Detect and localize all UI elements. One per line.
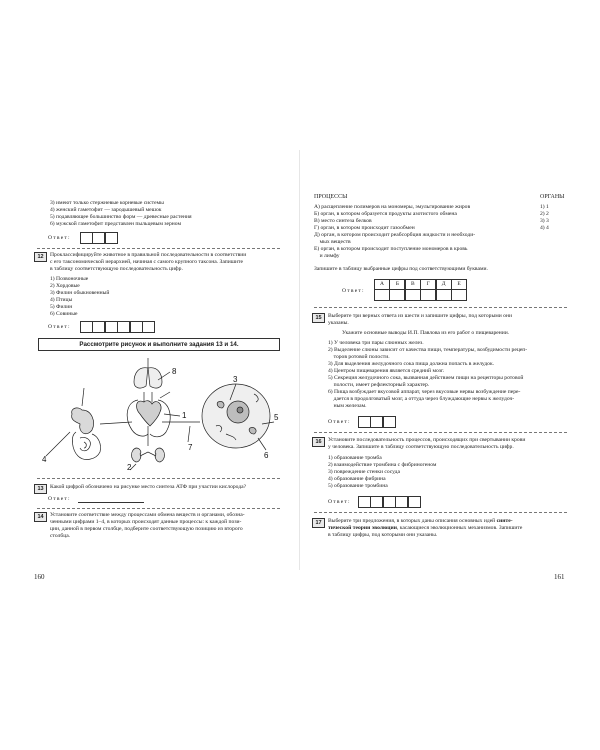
list-item: 5) Секреция желудочного сока, вызванная действием пищи на рецепторы ротовой	[328, 375, 524, 381]
list-item: 1) 1	[540, 204, 549, 210]
figure-label: 6	[264, 451, 269, 460]
section-banner: Рассмотрите рисунок и выполните задания 13 и 14.	[38, 338, 280, 351]
question-text: тической теории эволюции, касающиеся эволюционных механизмов. Запишите	[328, 525, 523, 531]
answer-cells[interactable]	[358, 416, 395, 428]
question-text: столбца.	[50, 533, 71, 539]
answer-cells[interactable]	[358, 496, 420, 508]
list-item: Д) орган, в котором происходит реабсорбция жидкости и необходи-	[314, 232, 476, 238]
list-item: 3) повреждение стенки сосуда	[328, 469, 400, 475]
list-item: Е) орган, в котором происходит поступление мономеров в кровь	[314, 246, 468, 252]
answer-table[interactable]	[374, 279, 466, 301]
question-text: у человека. Запишите в таблицу соответствующую последовательность цифр.	[328, 444, 514, 450]
question-number: 16	[312, 437, 325, 447]
table-header: Д	[437, 280, 451, 290]
table-header: А	[375, 280, 389, 290]
list-item: 6) Пища возбуждает вкусовой аппарат, через вкусовые нервы возбуждение пере-	[328, 389, 521, 395]
right-page	[300, 0, 600, 750]
question-number: 14	[34, 512, 47, 522]
page-number: 161	[554, 573, 565, 581]
list-item: 1) образование тромба	[328, 455, 382, 461]
answer-label: Ответ:	[328, 419, 351, 425]
list-item: мых веществ	[314, 239, 351, 245]
figure-label: 2	[127, 463, 132, 472]
list-item: 2) Хордовые	[50, 283, 80, 289]
list-item: 5) образование тромбина	[328, 483, 388, 489]
list-item: 1) Позвоночные	[50, 276, 89, 282]
table-header: Г	[421, 280, 435, 290]
list-item: 4) Птицы	[50, 297, 73, 303]
list-item: А) расщепление полимеров на мономеры, эмульгирование жиров	[314, 204, 471, 210]
question-text: в таблицу цифры, под которыми они указаны.	[328, 532, 438, 538]
answer-line[interactable]	[78, 502, 144, 503]
list-item: 2) взаимодействие тромбина с фибриногеном	[328, 462, 437, 468]
list-item: В) место синтеза белков	[314, 218, 372, 224]
list-item: 4) образование фибрина	[328, 476, 386, 482]
list-item: торов ротовой полости.	[328, 354, 390, 360]
list-item: 1) У человека три пары слюнных желез.	[328, 340, 424, 346]
question-text: Установите последовательность процессов, происходящих при свертывании крови	[328, 437, 526, 443]
table-header: Е	[452, 280, 466, 290]
question-text: Выберите три верных ответа из шести и запишите цифры, под которыми они	[328, 313, 512, 319]
list-item: 2) 2	[540, 211, 549, 217]
figure-label: 3	[233, 375, 238, 384]
question-text: в таблицу соответствующую последовательность цифр.	[50, 266, 183, 272]
question-text: Выберите три предложения, в которых даны описания основных идей синте-	[328, 518, 513, 524]
list-item: 3) Филин обыкновенный	[50, 290, 110, 296]
list-item: 4) женский гаметофит — зародышевый мешок	[50, 207, 162, 213]
column-header: ПРОЦЕССЫ	[314, 194, 348, 200]
table-header: В	[406, 280, 420, 290]
page-number: 160	[34, 573, 45, 581]
list-item: 4) 4	[540, 225, 549, 231]
question-number: 15	[312, 313, 325, 323]
answer-cells[interactable]	[80, 321, 154, 333]
answer-label: Ответ:	[48, 324, 71, 330]
list-item: 5) Филин	[50, 304, 73, 310]
question-number: 17	[312, 518, 325, 528]
list-item: 6) мужской гаметофит представлен пыльцевым зерном	[50, 221, 181, 227]
question-number: 12	[34, 252, 47, 262]
answer-label: Ответ:	[342, 288, 365, 294]
figure-label: 8	[172, 367, 177, 376]
list-item: полости, имеет рефлекторный характер.	[328, 382, 430, 388]
question-intro: Укажите основные выводы И.П. Павлова из его работ о пищеварении.	[342, 330, 510, 336]
figure-label: 1	[182, 411, 187, 420]
list-item: 6) Совиные	[50, 311, 78, 317]
divider	[314, 512, 567, 513]
list-item: 2) Выделение слюны зависит от качества пищи, температуры, возбудимости рецеп-	[328, 347, 528, 353]
list-item: 3) имеют только стержневые корневые системы	[50, 200, 164, 206]
column-header: ОРГАНЫ	[540, 194, 565, 200]
figure-label: 4	[42, 455, 47, 464]
figure-label: 5	[274, 413, 279, 422]
question-text: Проклассифицируйте животное в правильной последовательности в соответствии	[50, 252, 247, 258]
divider	[37, 478, 280, 479]
list-item: 3) Для выделения желудочного сока пища должна попасть в желудок.	[328, 361, 495, 367]
answer-label: Ответ:	[328, 499, 351, 505]
divider	[314, 432, 567, 433]
question-text: Установите соответствие между процессами обмена веществ и органами, обозна-	[50, 512, 245, 518]
table-header: Б	[390, 280, 404, 290]
question-text: ции, данной в первом столбце, подберите соответствующую позицию из второго	[50, 526, 243, 532]
answer-label: Ответ:	[48, 496, 71, 502]
list-item: Б) орган, в котором образуется продукты азотистого обмена	[314, 211, 457, 217]
figure-label: 7	[188, 443, 193, 452]
list-item: ным железам.	[328, 403, 367, 409]
list-item: Г) орган, в котором происходит газообмен	[314, 225, 415, 231]
question-text: Какой цифрой обозначено на рисунке место синтеза АТФ при участии кислорода?	[50, 484, 247, 490]
answer-cells[interactable]	[80, 232, 117, 244]
instruction-text: Запишите в таблицу выбранные цифры под соответствующими буквами.	[314, 266, 488, 272]
divider	[37, 248, 280, 249]
divider	[37, 508, 280, 509]
list-item: дается в продолговатый мозг, а оттуда через блуждающие нервы к желудоч-	[328, 396, 515, 402]
divider	[314, 307, 567, 308]
list-item: и лимфу	[314, 253, 340, 259]
list-item: 5) подавляющее большинство форм — древесные растения	[50, 214, 192, 220]
list-item: 4) Центром пищеварения является средний мозг.	[328, 368, 445, 374]
question-number: 13	[34, 484, 47, 494]
list-item: 3) 3	[540, 218, 549, 224]
answer-label: Ответ:	[48, 235, 71, 241]
question-text: указаны.	[328, 320, 349, 326]
question-text: с его таксономической иерархией, начиная с самого крупного таксона. Запишите	[50, 259, 243, 265]
anatomy-figure	[40, 352, 280, 476]
question-text: ченными цифрами 1–4, в которых происходят данные процессы: к каждой пози-	[50, 519, 242, 525]
